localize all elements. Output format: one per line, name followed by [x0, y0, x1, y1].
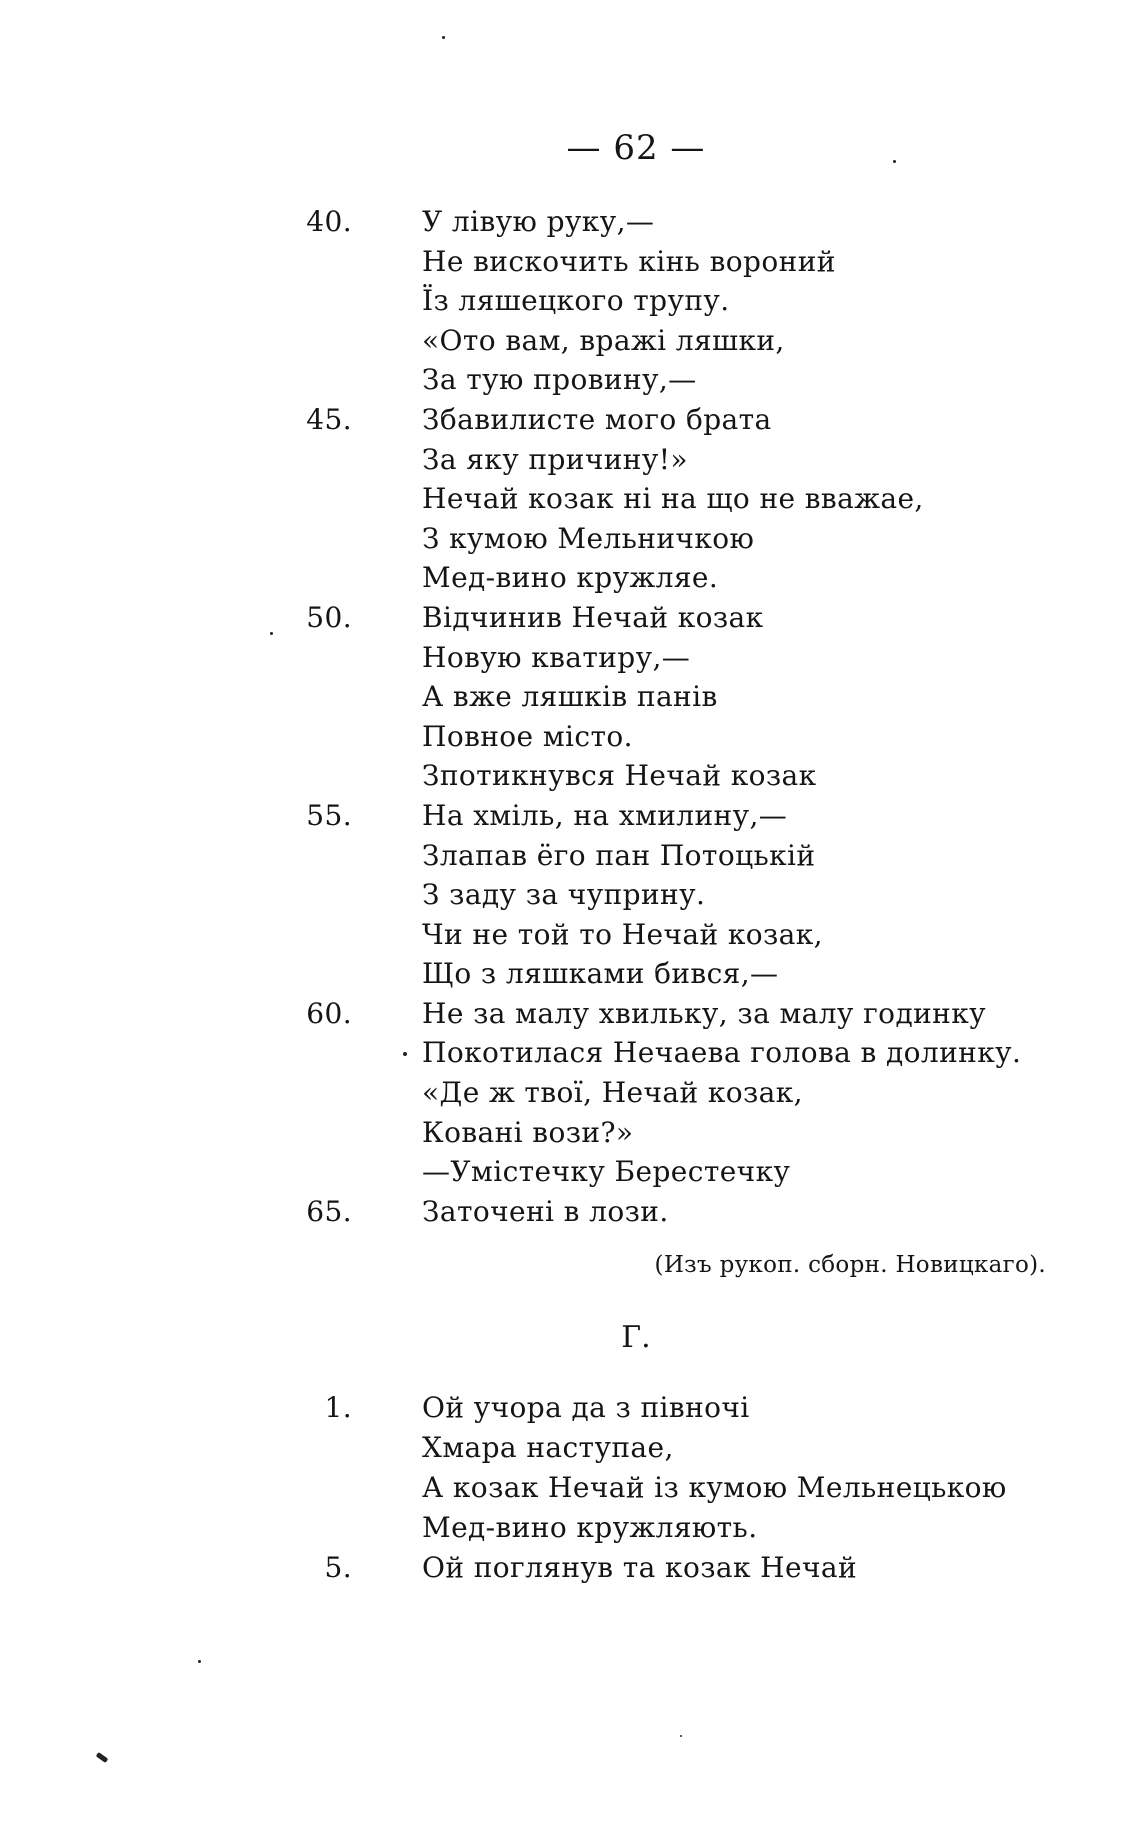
scan-speck: [96, 1752, 109, 1763]
line-number: 40.: [306, 205, 352, 238]
line-text: Збавилисте мого брата: [422, 402, 772, 436]
line-number: 65.: [306, 1194, 352, 1228]
line-text: З заду за чуприну.: [422, 878, 706, 912]
line-text: За яку причину!»: [422, 442, 688, 476]
poem-line: [362, 1152, 1082, 1192]
page-number: — 62 —: [566, 128, 706, 168]
poem-line: [306, 202, 1082, 242]
line-text: З кумою Мельничкою: [422, 521, 755, 555]
line-text: Їз ляшецкого трупу.: [422, 284, 730, 318]
poem-line: [362, 360, 1082, 400]
poem-line: [362, 717, 1082, 757]
poem-line: [362, 1073, 1082, 1113]
line-text: «Де ж твої, Нечай козак,: [422, 1076, 803, 1110]
poem-line: [306, 1192, 1082, 1232]
poem-line: [362, 1468, 1082, 1508]
poem-line: [362, 954, 1082, 994]
poem-line: [362, 242, 1082, 282]
line-number: 5.: [324, 1551, 352, 1584]
poem-line: [362, 915, 1082, 955]
line-text: Не вискочить кінь вороний: [422, 244, 836, 278]
poem-line: [306, 796, 1082, 836]
line-text: А вже ляшків панів: [422, 680, 718, 714]
line-text: Ой поглянув та козак Нечай: [422, 1551, 858, 1584]
line-text: Відчинив Нечай козак: [422, 600, 764, 634]
poem-line: [306, 598, 1082, 638]
poem-line: [362, 321, 1082, 361]
line-text: Чи не той то Нечай козак,: [422, 917, 823, 951]
line-text: Зпотикнувся Нечай козак: [422, 759, 817, 793]
line-text: Мед-вино кружляють.: [422, 1511, 758, 1544]
line-text: Нечай козак ні на що не вважае,: [422, 482, 924, 516]
poem-section-b: [324, 1388, 1082, 1588]
line-text: Заточені в лози.: [422, 1194, 669, 1228]
scan-speck: [680, 1735, 682, 1737]
line-text: Ой учора да з півночі: [422, 1391, 750, 1424]
line-text: Повное місто.: [422, 719, 633, 753]
line-text: Покотилася Нечаева голова в долинку.: [422, 1036, 1022, 1070]
scan-speck: [198, 1660, 201, 1663]
source-citation: (Изъ рукоп. сборн. Новицкаго).: [654, 1252, 1046, 1278]
line-text: Хмара наступае,: [422, 1431, 674, 1464]
poem-line: [306, 400, 1082, 440]
line-text: Новую кватиру,—: [422, 640, 691, 674]
section-heading: Г.: [621, 1320, 651, 1355]
line-text: У лівую руку,—: [422, 205, 655, 238]
scan-speck: [442, 36, 445, 39]
line-text: —Умістечку Берестечку: [422, 1155, 791, 1189]
line-text: Ковані вози?»: [422, 1115, 634, 1149]
poem-line: [362, 519, 1082, 559]
poem-line: [362, 1508, 1082, 1548]
poem-line: [362, 836, 1082, 876]
line-text: Мед-вино кружляе.: [422, 561, 719, 595]
poem-line: [362, 440, 1082, 480]
poem-line: [362, 1428, 1082, 1468]
line-number: 1.: [324, 1391, 352, 1424]
line-text: А козак Нечай із кумою Мельнецькою: [422, 1471, 1007, 1504]
scan-speck: [270, 632, 273, 635]
poem-line: [362, 558, 1082, 598]
line-text: За тую провину,—: [422, 363, 697, 397]
line-text: Не за малу хвильку, за малу годинку: [422, 996, 986, 1030]
poem-line: [362, 1033, 1082, 1073]
poem-section-a: [306, 202, 1082, 1231]
line-number: 55.: [306, 798, 352, 832]
poem-line: [362, 875, 1082, 915]
scan-speck: [403, 1052, 407, 1056]
poem-line: [362, 756, 1082, 796]
poem-line: [362, 281, 1082, 321]
line-number: 60.: [306, 996, 352, 1030]
poem-line: [362, 638, 1082, 678]
line-number: 45.: [306, 402, 352, 436]
line-text: «Ото вам, вражі ляшки,: [422, 323, 785, 357]
line-number: 50.: [306, 600, 352, 634]
line-text: Злапав ёго пан Потоцькій: [422, 838, 816, 872]
poem-line: [306, 994, 1082, 1034]
scan-speck: [893, 160, 896, 163]
line-text: На хміль, на хмилину,—: [422, 798, 788, 832]
poem-line: [324, 1548, 1082, 1588]
poem-line: [324, 1388, 1082, 1428]
poem-line: [362, 1113, 1082, 1153]
poem-line: [362, 677, 1082, 717]
poem-line: [362, 479, 1082, 519]
line-text: Що з ляшками бився,—: [422, 957, 779, 991]
